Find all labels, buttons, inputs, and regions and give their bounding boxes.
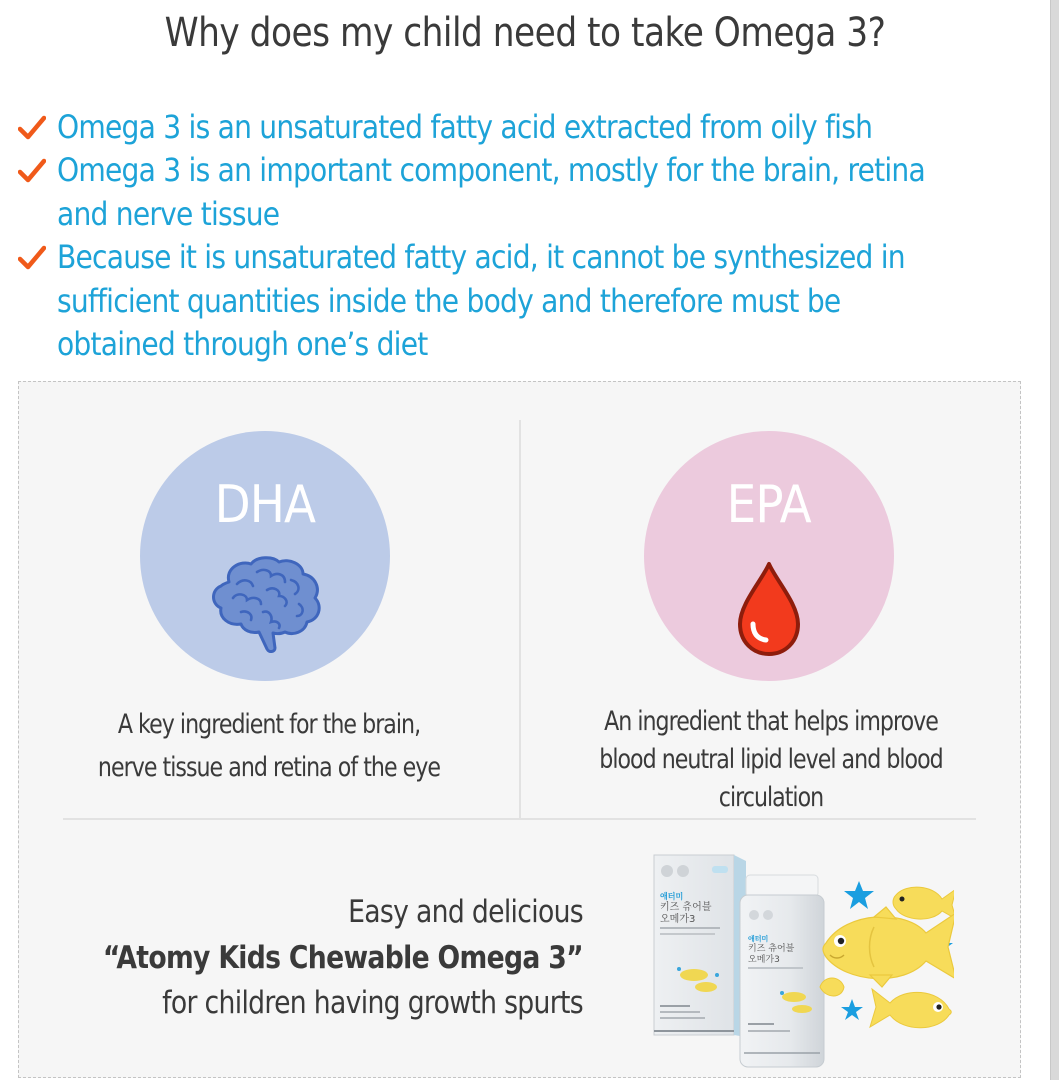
- page-title: Why does my child need to take Omega 3?: [164, 10, 886, 56]
- benefit-item: [18, 236, 1038, 366]
- product-name: “Atomy Kids Chewable Omega 3”: [102, 939, 583, 976]
- product-image: [634, 847, 954, 1077]
- info-panel: [18, 381, 1021, 1078]
- blood-drop-icon: [736, 560, 802, 658]
- benefit-list: [18, 106, 1038, 366]
- brain-icon: [207, 554, 325, 654]
- svg-text:애터미: 애터미: [660, 892, 684, 901]
- epa-caption: An ingredient that helps improve blood neutral lipid level and blood circulation: [599, 706, 943, 813]
- benefit-text: Omega 3 is an unsaturated fatty acid extracted from oily fish: [57, 108, 873, 146]
- benefit-item: [18, 149, 1038, 236]
- benefit-item: [18, 106, 1038, 149]
- check-icon: [18, 158, 46, 184]
- svg-text:오메가3: 오메가3: [748, 955, 780, 965]
- epa-badge: [644, 431, 894, 681]
- dha-badge: [140, 431, 390, 681]
- horizontal-divider: [63, 818, 976, 820]
- benefit-text: and nerve tissue: [57, 194, 280, 233]
- benefit-text: obtained through one’s diet: [57, 325, 428, 364]
- dha-label: DHA: [214, 475, 316, 535]
- check-icon: [18, 245, 46, 271]
- dha-caption: A key ingredient for the brain, nerve tissue and retina of the eye: [97, 709, 441, 783]
- benefit-text: Omega 3 is an important component, mostly for the brain, retina: [57, 151, 925, 190]
- svg-text:오메가3: 오메가3: [660, 914, 696, 925]
- svg-text:키즈 츄어블: 키즈 츄어블: [748, 944, 795, 954]
- svg-text:키즈 츄어블: 키즈 츄어블: [660, 902, 712, 913]
- epa-label: EPA: [726, 475, 812, 535]
- svg-text:애터미: 애터미: [748, 935, 769, 943]
- check-icon: [18, 115, 46, 141]
- product-promo-text: Easy and delicious “Atomy Kids Chewable Omega 3” for children having growth spurts: [19, 890, 583, 1027]
- benefit-text: Because it is unsaturated fatty acid, it cannot be synthesized in: [57, 238, 905, 277]
- benefit-text: sufficient quantities inside the body and therefore must be: [57, 281, 841, 320]
